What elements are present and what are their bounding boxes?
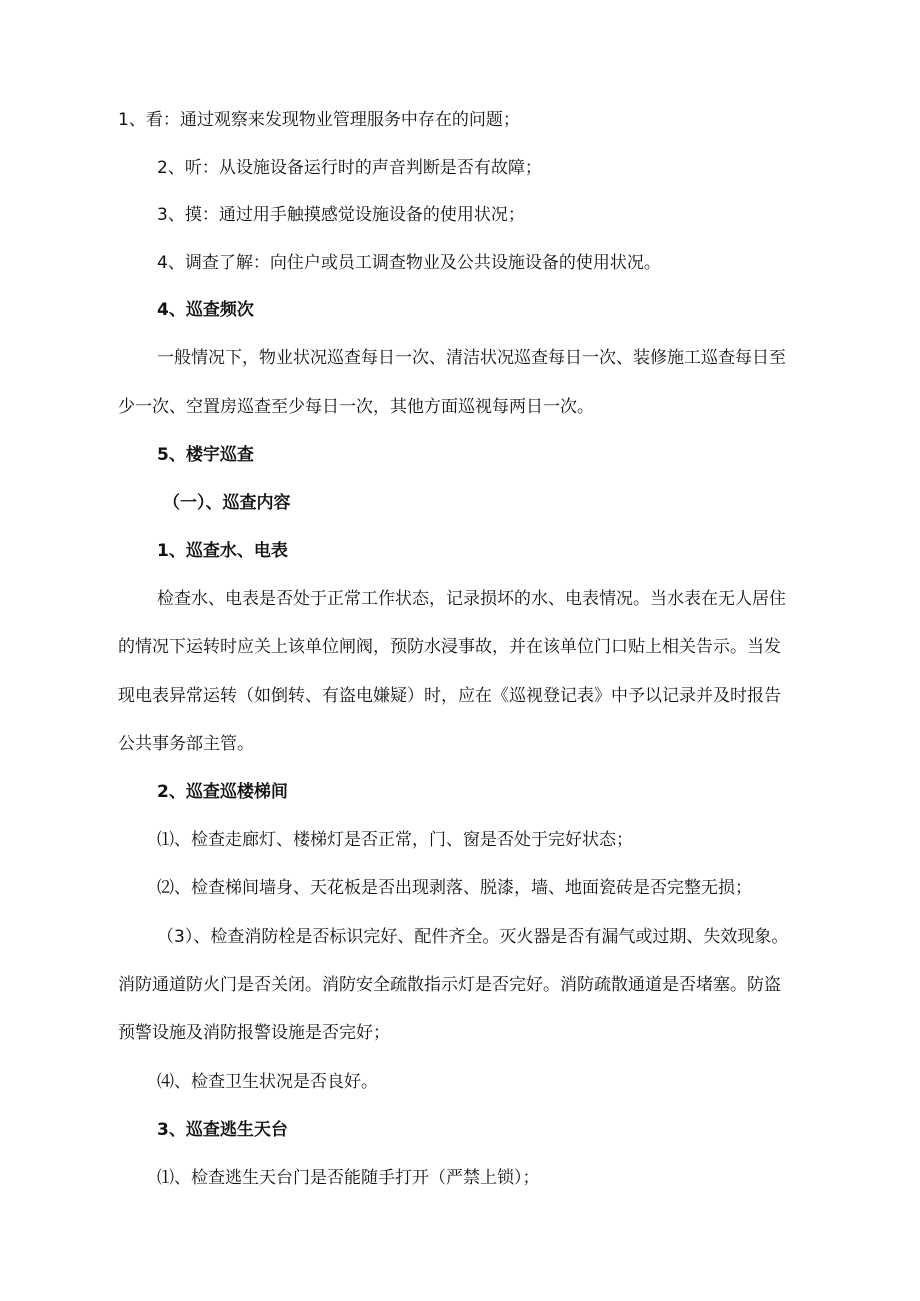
item1-paragraph-line3: 现电表异常运转（如倒转、有盗电嫌疑）时，应在《巡视登记表》中予以记录并及时报告 [118, 686, 781, 706]
item1-paragraph-line1: 检查水、电表是否处于正常工作状态，记录损坏的水、电表情况。当水表在无人居住 [157, 589, 786, 609]
item3-sub1: ⑴、检查逃生天台门是否能随手打开（严禁上锁）； [157, 1168, 540, 1188]
method-survey: 4、调查了解：向住户或员工调查物业及公共设施设备的使用状况。 [157, 253, 661, 273]
method-listen: 2、听：从设施设备运行时的声音判断是否有故障； [157, 158, 542, 178]
method-touch: 3、摸：通过用手触摸感觉设施设备的使用状况； [157, 205, 525, 225]
section5-subheading: （一）、巡查内容 [163, 493, 291, 513]
item2-heading: 2、巡查巡楼梯间 [157, 782, 288, 802]
item2-sub3-line3: 预警设施及消防报警设施是否完好； [118, 1023, 390, 1043]
item2-sub4: ⑷、检查卫生状况是否良好。 [157, 1072, 378, 1092]
item2-sub2: ⑵、检查梯间墙身、天花板是否出现剥落、脱漆，墙、地面瓷砖是否完整无损； [157, 878, 752, 898]
section4-paragraph-line1: 一般情况下，物业状况巡查每日一次、清洁状况巡查每日一次、装修施工巡查每日至 [157, 348, 786, 368]
section4-paragraph-line2: 少一次、空置房巡查至少每日一次，其他方面巡视每两日一次。 [118, 397, 594, 417]
item2-sub3-line2: 消防通道防火门是否关闭。消防安全疏散指示灯是否完好。消防疏散通道是否堵塞。防盗 [118, 975, 781, 995]
item3-heading: 3、巡查逃生天台 [157, 1120, 288, 1140]
item1-heading: 1、巡查水、电表 [157, 541, 288, 561]
item2-sub3-line1: （3）、检查消防栓是否标识完好、配件齐全。灭火器是否有漏气或过期、失效现象。 [157, 927, 789, 947]
method-look: 1、看：通过观察来发现物业管理服务中存在的问题； [118, 110, 520, 130]
item1-paragraph-line2: 的情况下运转时应关上该单位闸阀，预防水浸事故，并在该单位门口贴上相关告示。当发 [118, 637, 781, 657]
section4-heading: 4、巡查频次 [157, 300, 254, 320]
item2-sub1: ⑴、检查走廊灯、楼梯灯是否正常，门、窗是否处于完好状态； [157, 830, 633, 850]
item1-paragraph-line4: 公共事务部主管。 [118, 734, 254, 754]
section5-heading: 5、楼宇巡查 [157, 445, 254, 465]
